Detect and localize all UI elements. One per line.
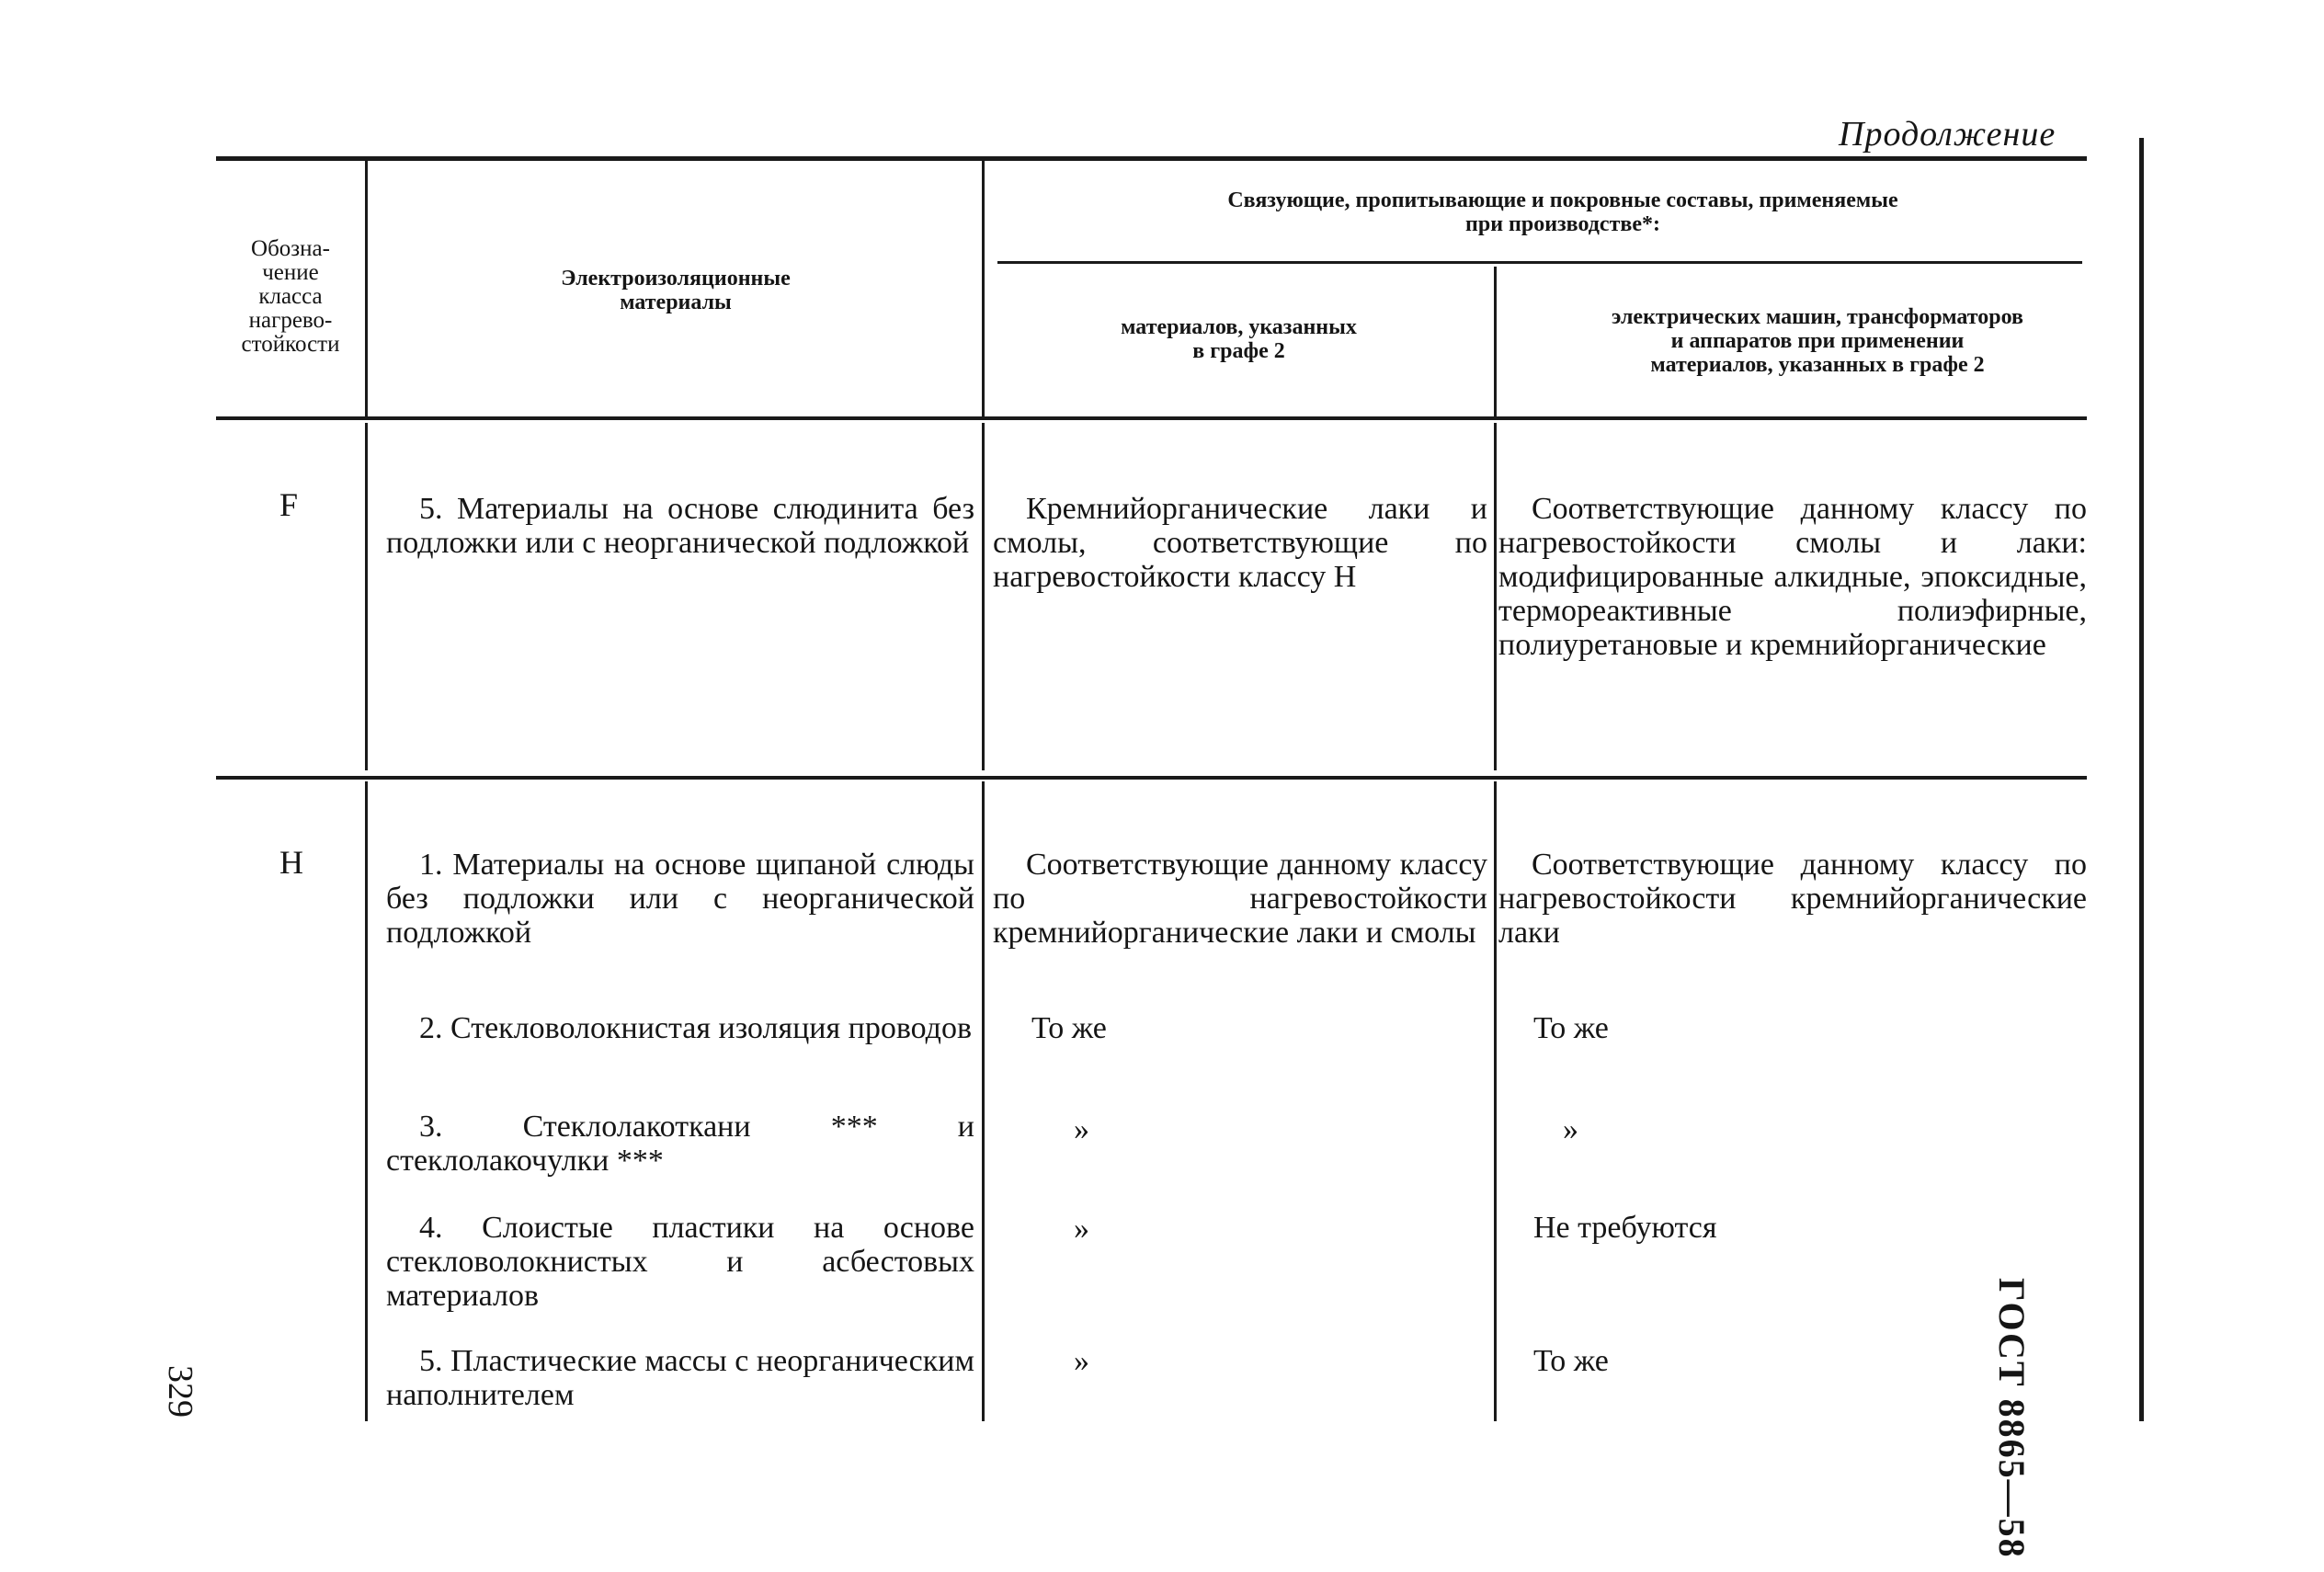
binder-machines-cell: Соответствующие данному классу по нагревостойкости кремнийорганические лаки [1498, 848, 2087, 950]
binder-machines-cell: Не требуются [1533, 1211, 1717, 1245]
class-label-f: F [279, 486, 299, 523]
material-cell: 3. Стеклолакоткани *** и стеклолакочулки *** [386, 1110, 974, 1178]
group-header: Связующие, пропитывающие и покровные составы, применяемые при производстве*: [1227, 188, 1898, 236]
rule-v3 [1494, 267, 1497, 416]
rule-v1b [365, 423, 368, 770]
rule-v2c [982, 781, 985, 1421]
binder-materials-cell: Соответствующие данному классу по нагревостойкости кремнийорганические лаки и смолы [993, 848, 1487, 950]
col1-header: Обозна- чение класса нагрево- стойкости [241, 236, 340, 357]
page-number: 329 [161, 1365, 199, 1418]
rule-v1c [365, 781, 368, 1421]
rule-top [216, 156, 2087, 161]
binder-machines-cell: То же [1533, 1011, 1609, 1045]
binder-materials-cell: » [1074, 1344, 1089, 1378]
col4-header: электрических машин, трансформаторов и аппаратов при применении материалов, указанных в графе 2 [1612, 305, 2023, 377]
standard-label: ГОСТ 8865—58 [1991, 1278, 2033, 1559]
material-cell: 2. Стекловолокнистая изоляция проводов [419, 1011, 973, 1045]
material-cell: 5. Материалы на основе слюдинита без подложки или с неорганической подложкой [386, 492, 974, 560]
material-cell: 5. Пластические массы с неорганическим наполнителем [386, 1344, 974, 1412]
binder-machines-cell: Соответствующие данному классу по нагревостойкости смолы и лаки: модифицированные алкидные, эпоксидные, термореактивные полиэфирные, полиуретановые и кремнийорганические [1498, 492, 2087, 662]
binder-materials-cell: » [1074, 1112, 1089, 1146]
binder-materials-cell: То же [1031, 1011, 1107, 1045]
rule-right [2139, 138, 2144, 1421]
material-cell: 1. Материалы на основе щипаной слюды без подложки или с неорганической подложкой [386, 848, 974, 950]
col2-header: Электроизоляционные материалы [561, 267, 791, 314]
material-cell: 4. Слоистые пластики на основе стекловолокнистых и асбестовых материалов [386, 1211, 974, 1313]
binder-machines-cell: То же [1533, 1344, 1609, 1378]
col3-header: материалов, указанных в графе 2 [1121, 315, 1357, 363]
binder-machines-cell: » [1563, 1112, 1578, 1146]
rule-v3b [1494, 423, 1497, 770]
continuation-label: Продолжение [1839, 115, 2056, 154]
rule-v2b [982, 423, 985, 770]
rule-row-sep [216, 776, 2087, 780]
rule-v3c [1494, 781, 1497, 1421]
rule-v1 [365, 161, 368, 416]
rule-v2 [982, 161, 985, 416]
rule-header-bottom [216, 416, 2087, 420]
binder-materials-cell: » [1074, 1212, 1089, 1246]
rule-group [997, 261, 2082, 264]
binder-materials-cell: Кремнийорганические лаки и смолы, соответствующие по нагревостойкости классу H [993, 492, 1487, 594]
class-label-h: H [279, 844, 303, 881]
